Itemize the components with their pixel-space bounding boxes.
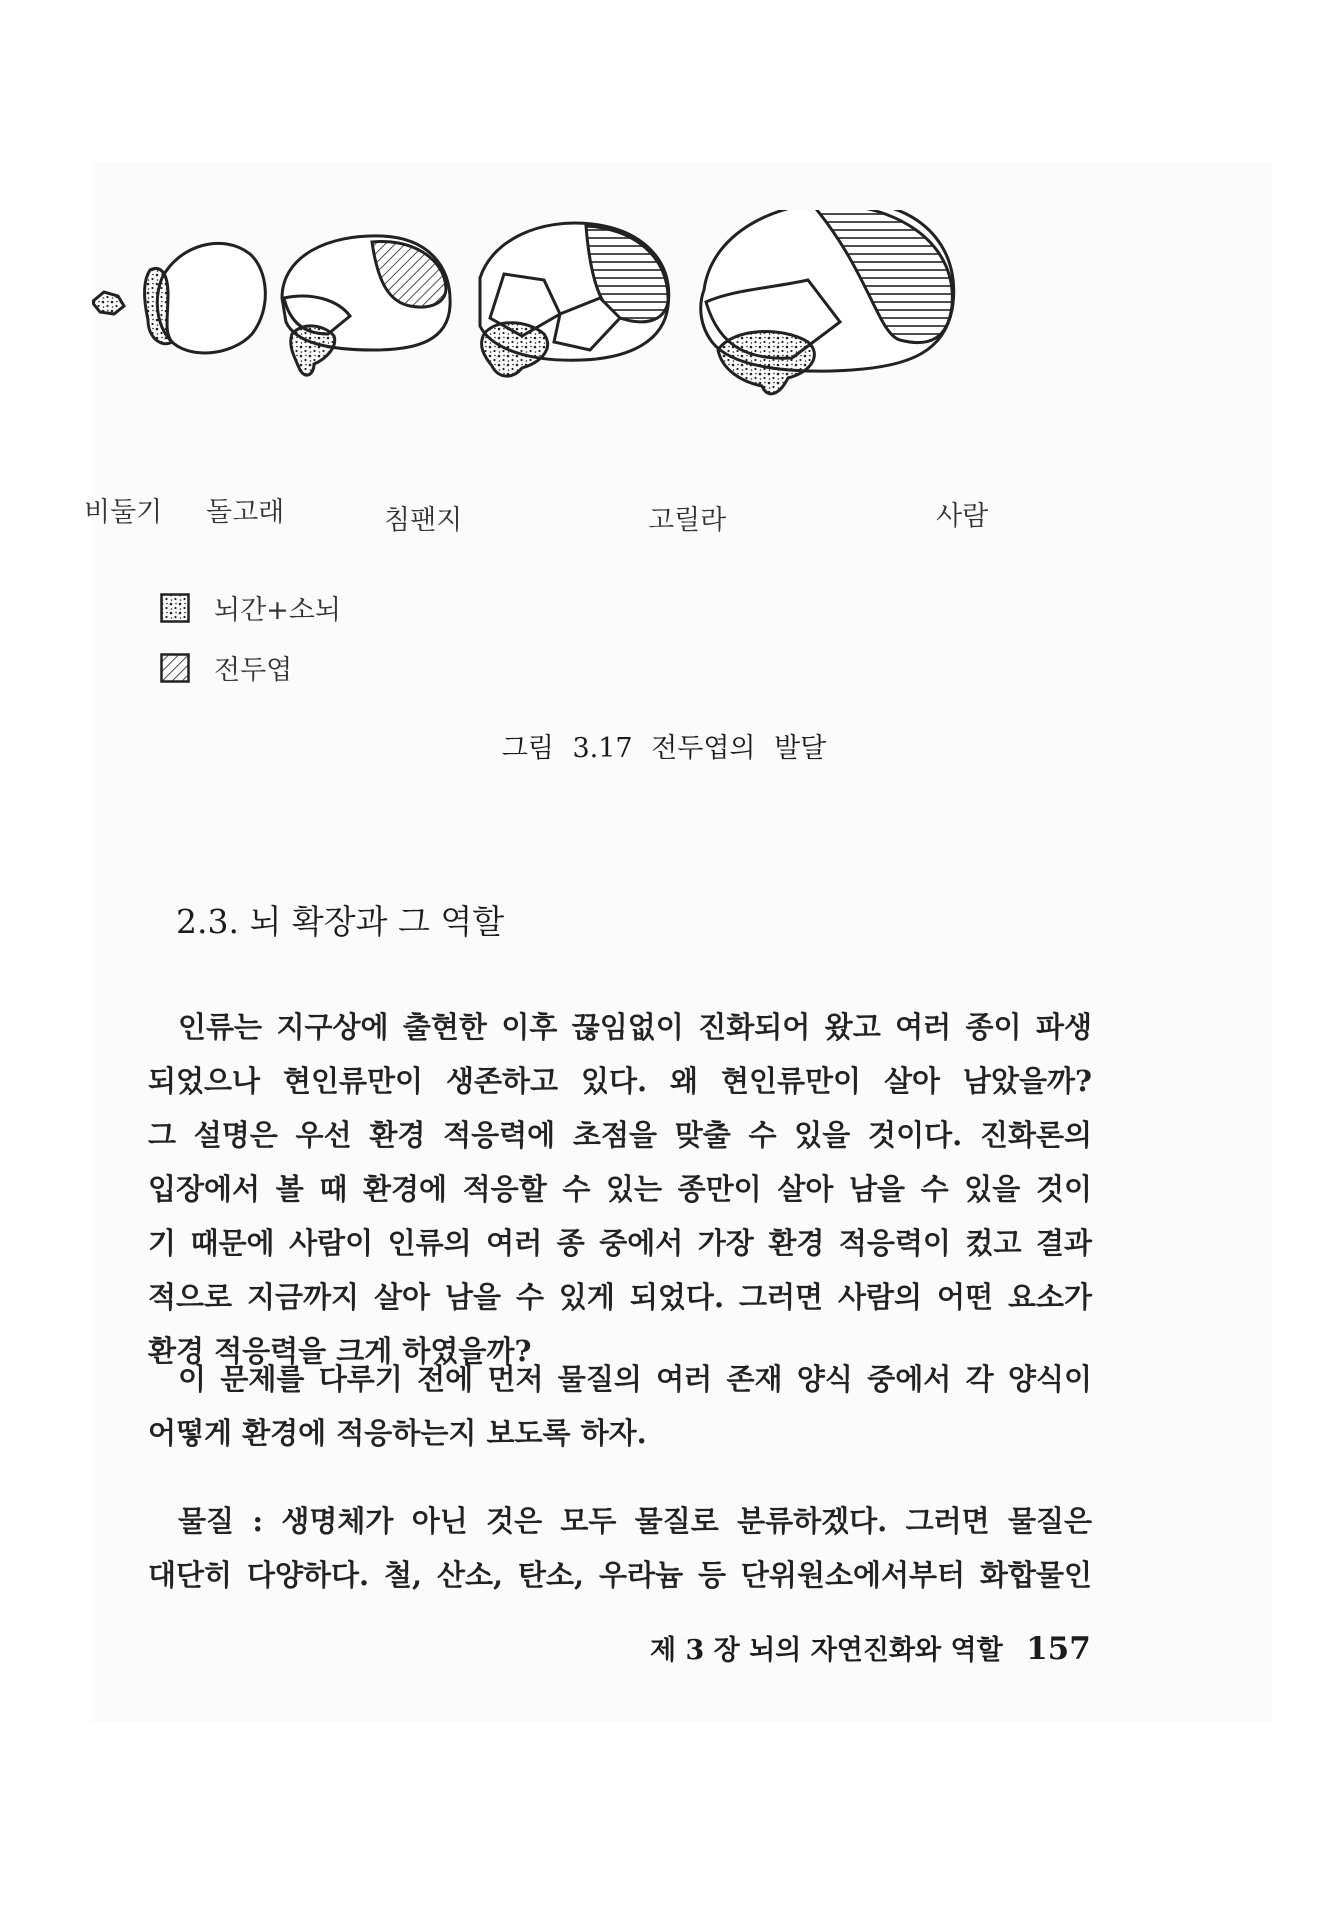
page-number: 157	[1026, 1631, 1091, 1667]
paragraph-line: 적으로 지금까지 살아 남을 수 있게 되었다. 그러면 사람의 어떤 요소가	[148, 1280, 1092, 1314]
paragraph-3	[148, 1494, 1092, 1602]
legend-stippled-label: 뇌간+소뇌	[214, 595, 341, 626]
dolphin-brain	[145, 243, 266, 353]
chapter-title: 제 3 장 뇌의 자연진화와 역할	[650, 1635, 1003, 1666]
section-title: 2.3. 뇌 확장과 그 역할	[176, 902, 505, 941]
paragraph-line: 이 문제를 다루기 전에 먼저 물질의 여러 존재 양식 중에서 각 양식이	[178, 1362, 1092, 1396]
paragraph-line: 환경 적응력을 크게 하였을까?	[148, 1334, 532, 1368]
figure-caption: 그림 3.17 전두엽의 발달	[501, 733, 827, 764]
legend-hatched	[160, 648, 292, 687]
page-footer	[650, 1628, 1091, 1667]
human-brain	[701, 210, 954, 394]
label-human: 사람	[936, 501, 989, 532]
hatch-swatch-icon	[160, 653, 190, 683]
label-gorilla: 고릴라	[648, 505, 727, 536]
paragraph-1	[148, 1000, 1092, 1378]
label-chimpanzee: 침팬지	[384, 505, 463, 536]
chimpanzee-brain	[282, 236, 450, 375]
brain-evolution-figure	[92, 210, 1192, 490]
paragraph-line: 기 때문에 사람이 인류의 여러 종 중에서 가장 환경 적응력이 컸고 결과	[148, 1226, 1092, 1260]
pigeon-brain	[92, 292, 124, 314]
label-pigeon: 비둘기	[84, 497, 163, 528]
stipple-swatch-icon	[160, 593, 190, 623]
paragraph-line: 대단히 다양하다. 철, 산소, 탄소, 우라늄 등 단위원소에서부터 화합물인	[148, 1558, 1092, 1592]
gorilla-brain	[480, 223, 669, 376]
paragraph-line: 되었으나 현인류만이 생존하고 있다. 왜 현인류만이 살아 남았을까?	[148, 1064, 1092, 1098]
paragraph-line: 그 설명은 우선 환경 적응력에 초점을 맞출 수 있을 것이다. 진화론의	[148, 1118, 1092, 1152]
paragraph-line: 입장에서 볼 때 환경에 적응할 수 있는 종만이 살아 남을 수 있을 것이	[148, 1172, 1092, 1206]
paragraph-2	[148, 1352, 1092, 1460]
legend-hatched-label: 전두엽	[214, 655, 293, 686]
paragraph-line: 인류는 지구상에 출현한 이후 끊임없이 진화되어 왔고 여러 종이 파생	[178, 1010, 1092, 1044]
paragraph-line: 물질 : 생명체가 아닌 것은 모두 물질로 분류하겠다. 그러면 물질은	[178, 1504, 1092, 1538]
legend-stippled	[160, 588, 341, 627]
paragraph-line: 어떻게 환경에 적응하는지 보도록 하자.	[148, 1416, 647, 1450]
label-dolphin: 돌고래	[206, 497, 285, 528]
